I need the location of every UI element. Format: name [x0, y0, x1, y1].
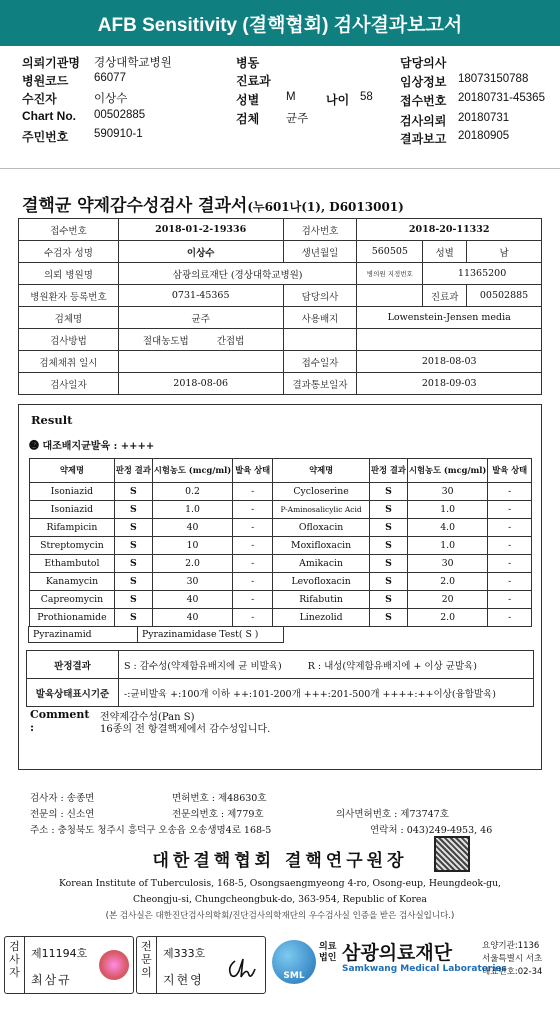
report-date-label: 결과보고 — [400, 132, 447, 146]
comment-line-2: 16종의 전 항결핵제에서 감수성입니다. — [100, 724, 271, 735]
chart-label: Chart No. — [22, 109, 76, 123]
resident-value: 590910-1 — [94, 128, 143, 140]
method-1: 절대농도법 — [142, 335, 189, 347]
table-cell: - — [488, 555, 532, 573]
pyrazinamid-row — [28, 626, 284, 643]
table-row — [30, 555, 532, 573]
table-cell: - — [233, 501, 273, 519]
tester-license: 면허번호 : 제48630호 — [172, 793, 267, 804]
table-cell: - — [488, 501, 532, 519]
table-cell: 2018-08-03 — [357, 351, 542, 373]
table-cell — [118, 329, 283, 351]
expert: 전문의 : 신소연 — [30, 809, 95, 820]
table-cell: 진료과 — [423, 285, 467, 307]
table-cell: - — [488, 591, 532, 609]
patient-value: 이상수 — [94, 93, 128, 105]
table-cell: Capreomycin — [30, 591, 115, 609]
table-row — [19, 351, 542, 373]
table-cell: 접수번호 — [19, 219, 119, 241]
table-cell: Cycloserine — [273, 483, 370, 501]
table-cell: S — [114, 483, 152, 501]
comment-line-1: 전약제감수성(Pan S) — [100, 712, 195, 723]
age-value: 58 — [360, 91, 373, 103]
logo-info-line: 대표번호:02-34 — [482, 967, 543, 977]
judge-r: R : 내성(약제함유배지에 + 이상 균발육) — [307, 660, 477, 672]
table-cell: 생년월일 — [283, 241, 357, 263]
age-label: 나이 — [326, 93, 350, 107]
result-label: Result — [31, 413, 73, 427]
sex-value: M — [286, 91, 296, 103]
table-cell: 남 — [467, 241, 542, 263]
table-cell: S — [369, 609, 407, 627]
table-row — [19, 373, 542, 395]
pyrazinamid-name: Pyrazinamid — [28, 626, 138, 643]
pyrazinamidase-test: Pyrazinamidase Test( S ) — [138, 626, 284, 643]
table-cell: 삼광의료재단 (경상대학교병원) — [118, 263, 357, 285]
table-cell: 접수일자 — [283, 351, 357, 373]
table-cell: 검사번호 — [283, 219, 357, 241]
table-cell: 수검자 성명 — [19, 241, 119, 263]
table-row — [30, 609, 532, 627]
report-header — [0, 0, 560, 46]
table-row — [19, 285, 542, 307]
table-cell: 1.0 — [152, 501, 232, 519]
table-cell: Amikacin — [273, 555, 370, 573]
table-header-cell: 발육 상태 — [233, 459, 273, 483]
legend-table — [26, 650, 534, 707]
table-cell: - — [488, 519, 532, 537]
table-row — [30, 483, 532, 501]
patient-info — [0, 52, 560, 152]
table-cell: 11365200 — [423, 263, 542, 285]
table-header-cell: 약제명 — [273, 459, 370, 483]
clinical-label: 임상정보 — [400, 75, 447, 89]
lab-logo — [272, 936, 560, 994]
table-cell: Levofloxacin — [273, 573, 370, 591]
report-date-value: 20180905 — [458, 130, 510, 142]
judge-label: 판정결과 — [27, 651, 119, 679]
signature-name: 최삼규 — [31, 973, 72, 987]
expert-license: 전문의번호 : 제779호 — [172, 809, 264, 820]
table-cell: 30 — [152, 573, 232, 591]
english-address-1: Korean Institute of Tuberculosis, 168-5, Osongsaengmyeong 4-ro, Osong-eup, Heungdeok-gu, — [58, 878, 502, 889]
table-cell: S — [369, 573, 407, 591]
table-row — [19, 219, 542, 241]
table-cell: 검체명 — [19, 307, 119, 329]
report-title — [22, 191, 404, 216]
table-cell: 4.0 — [407, 519, 487, 537]
table-cell: 이상수 — [118, 241, 283, 263]
signature-tester — [4, 936, 134, 994]
org-label: 의뢰기관명 — [22, 56, 80, 70]
logo-english: Samkwang Medical Laboratories — [342, 964, 507, 974]
table-cell: 의뢰 병원명 — [19, 263, 119, 285]
table-row — [27, 651, 534, 679]
sex-label: 성별 — [236, 93, 260, 107]
table-cell: Prothionamide — [30, 609, 115, 627]
table-cell: 검체채취 일시 — [19, 351, 119, 373]
table-cell: 0731-45365 — [118, 285, 283, 307]
table-cell: 2018-09-03 — [357, 373, 542, 395]
table-cell: S — [369, 591, 407, 609]
table-cell: S — [369, 501, 407, 519]
comment-label: Comment : — [30, 708, 90, 734]
table-cell: 병의원 지정번호 — [357, 263, 423, 285]
table-cell: 40 — [152, 609, 232, 627]
table-header-cell: 판정 결과 — [114, 459, 152, 483]
growth-legend-label: 발육상태표시기준 — [27, 679, 119, 707]
table-cell: S — [114, 591, 152, 609]
table-cell: 40 — [152, 519, 232, 537]
table-header-cell: 약제명 — [30, 459, 115, 483]
logo-emblem: SML — [272, 940, 316, 984]
table-cell: 30 — [407, 483, 487, 501]
table-row — [19, 307, 542, 329]
seal-stamp — [99, 950, 129, 980]
official-seal — [434, 836, 470, 872]
request-value: 20180731 — [458, 112, 510, 124]
table-cell: S — [369, 483, 407, 501]
dept-label: 진료과 — [236, 74, 271, 88]
table-row — [30, 573, 532, 591]
table-cell: 검사방법 — [19, 329, 119, 351]
logo-small-text: 의료법인 — [319, 942, 337, 963]
table-cell: - — [233, 573, 273, 591]
judge-text — [119, 651, 534, 679]
table-cell: 2018-08-06 — [118, 373, 283, 395]
specimen-info-table — [18, 218, 542, 395]
table-cell: Ofloxacin — [273, 519, 370, 537]
table-cell: S — [369, 537, 407, 555]
table-cell: - — [233, 483, 273, 501]
table-cell: Moxifloxacin — [273, 537, 370, 555]
table-row — [30, 537, 532, 555]
table-cell: 0.2 — [152, 483, 232, 501]
table-cell: 성별 — [423, 241, 467, 263]
logo-name: 삼광의료재단 — [342, 942, 453, 964]
table-cell: 2018-01-2-19336 — [118, 219, 283, 241]
table-cell: 560505 — [357, 241, 423, 263]
signature-role: 전문의 — [137, 937, 157, 993]
table-cell: Ethambutol — [30, 555, 115, 573]
table-cell: 2.0 — [152, 555, 232, 573]
receipt-label: 접수번호 — [400, 94, 447, 108]
tester: 검사자 : 송종면 — [30, 793, 95, 804]
table-cell: S — [369, 555, 407, 573]
logo-info-line: 서울특별시 서초 — [482, 954, 543, 964]
table-cell: 2018-20-11332 — [357, 219, 542, 241]
table-cell: - — [233, 609, 273, 627]
table-cell: - — [233, 591, 273, 609]
table-cell: 10 — [152, 537, 232, 555]
clinical-value: 18073150788 — [458, 73, 529, 85]
table-row — [30, 519, 532, 537]
table-cell: 1.0 — [407, 501, 487, 519]
table-cell: S — [114, 537, 152, 555]
table-cell: 00502885 — [467, 285, 542, 307]
table-row — [19, 241, 542, 263]
table-cell: - — [233, 519, 273, 537]
logo-info-line: 요양기관:1136 — [482, 941, 540, 951]
chart-value: 00502885 — [94, 109, 146, 121]
doctor-license: 의사면허번호 : 제73747호 — [336, 809, 449, 820]
table-cell: 균주 — [118, 307, 283, 329]
table-cell: - — [488, 609, 532, 627]
signature-expert — [136, 936, 266, 994]
table-cell: - — [488, 537, 532, 555]
logo-info — [482, 940, 542, 979]
address: 주소 : 충청북도 청주시 흥덕구 오송읍 오송생명4로 168-5 — [30, 825, 272, 836]
table-cell: 담당의사 — [283, 285, 357, 307]
result-box — [18, 404, 542, 770]
table-cell: 40 — [152, 591, 232, 609]
table-header-row — [30, 459, 532, 483]
table-cell: - — [233, 555, 273, 573]
table-cell: S — [114, 573, 152, 591]
table-cell: 병원환자 등록번호 — [19, 285, 119, 307]
table-cell: 1.0 — [407, 537, 487, 555]
table-cell: Kanamycin — [30, 573, 115, 591]
table-cell — [357, 285, 423, 307]
table-cell: Isoniazid — [30, 501, 115, 519]
code-value: 66077 — [94, 72, 126, 84]
table-cell: - — [488, 573, 532, 591]
table-cell: 사용배지 — [283, 307, 357, 329]
table-cell: 20 — [407, 591, 487, 609]
table-cell — [283, 329, 357, 351]
table-cell: Rifampicin — [30, 519, 115, 537]
growth-legend-text: -:균비발육 +:100개 이하 ++:101-200개 +++:201-500개 ++++:++이상(융합발육) — [119, 679, 534, 707]
table-cell: S — [369, 519, 407, 537]
table-cell: 2.0 — [407, 573, 487, 591]
control-growth: ❷ 대조배지균발육 : ++++ — [29, 441, 155, 452]
table-row — [19, 329, 542, 351]
table-cell: P-Aminosalicylic Acid — [273, 501, 370, 519]
table-cell: Rifabutin — [273, 591, 370, 609]
table-cell: 2.0 — [407, 609, 487, 627]
english-address-2: Cheongju-si, Chungcheongbuk-do, 363-954, Republic of Korea — [133, 894, 427, 905]
issuer-name: 대한결핵협회 결핵연구원장 — [152, 851, 408, 871]
report-title-text: 결핵균 약제감수성검사 결과서 — [22, 196, 248, 216]
code-label: 병원코드 — [22, 74, 69, 88]
table-cell — [118, 351, 283, 373]
table-cell: Isoniazid — [30, 483, 115, 501]
table-cell: 결과통보일자 — [283, 373, 357, 395]
contact: 연락처 : 043)249-4953, 46 — [370, 825, 493, 836]
resident-label: 주민번호 — [22, 130, 69, 144]
ward-label: 병동 — [236, 56, 260, 70]
specimen-value: 균주 — [286, 113, 309, 125]
certification-note: (본 검사실은 대한진단검사의학회/진단검사의학재단의 우수검사실 인증을 받은 검사실입니다.) — [105, 911, 455, 921]
table-header-cell: 발육 상태 — [488, 459, 532, 483]
table-cell: S — [114, 501, 152, 519]
table-cell: - — [488, 483, 532, 501]
drug-sensitivity-table — [29, 458, 532, 627]
receipt-value: 20180731-45365 — [458, 92, 545, 104]
table-cell: - — [233, 537, 273, 555]
table-cell: S — [114, 609, 152, 627]
signature-number: 제11194호 — [31, 947, 88, 960]
table-cell — [357, 329, 542, 351]
doctor-label: 담당의사 — [400, 56, 447, 70]
patient-label: 수진자 — [22, 92, 57, 106]
report-code: (누601나(1), D6013001) — [247, 200, 404, 214]
table-cell: Linezolid — [273, 609, 370, 627]
signature-number: 제333호 — [163, 947, 206, 960]
table-cell: S — [114, 555, 152, 573]
specimen-label: 검체 — [236, 112, 260, 126]
table-row — [27, 679, 534, 707]
table-header-cell: 시험농도 (mcg/ml) — [152, 459, 232, 483]
table-cell: Streptomycin — [30, 537, 115, 555]
signature-name: 지현영 — [163, 973, 204, 987]
handwritten-signature — [225, 955, 259, 981]
table-cell: Lowenstein-Jensen media — [357, 307, 542, 329]
report-header-title: AFB Sensitivity (결핵협회) 검사결과보고서 — [97, 14, 463, 36]
table-row — [19, 263, 542, 285]
signature-role: 검사자 — [5, 937, 25, 993]
method-2: 간접법 — [216, 335, 245, 347]
table-cell: S — [114, 519, 152, 537]
table-header-cell: 판정 결과 — [369, 459, 407, 483]
table-header-cell: 시험농도 (mcg/ml) — [407, 459, 487, 483]
table-row — [30, 501, 532, 519]
org-value: 경상대학교병원 — [94, 57, 172, 69]
table-cell: 검사일자 — [19, 373, 119, 395]
table-cell: 30 — [407, 555, 487, 573]
request-label: 검사의뢰 — [400, 114, 447, 128]
table-row — [30, 591, 532, 609]
judge-s: S : 감수성(약제함유배지에 균 비발육) — [124, 660, 282, 672]
